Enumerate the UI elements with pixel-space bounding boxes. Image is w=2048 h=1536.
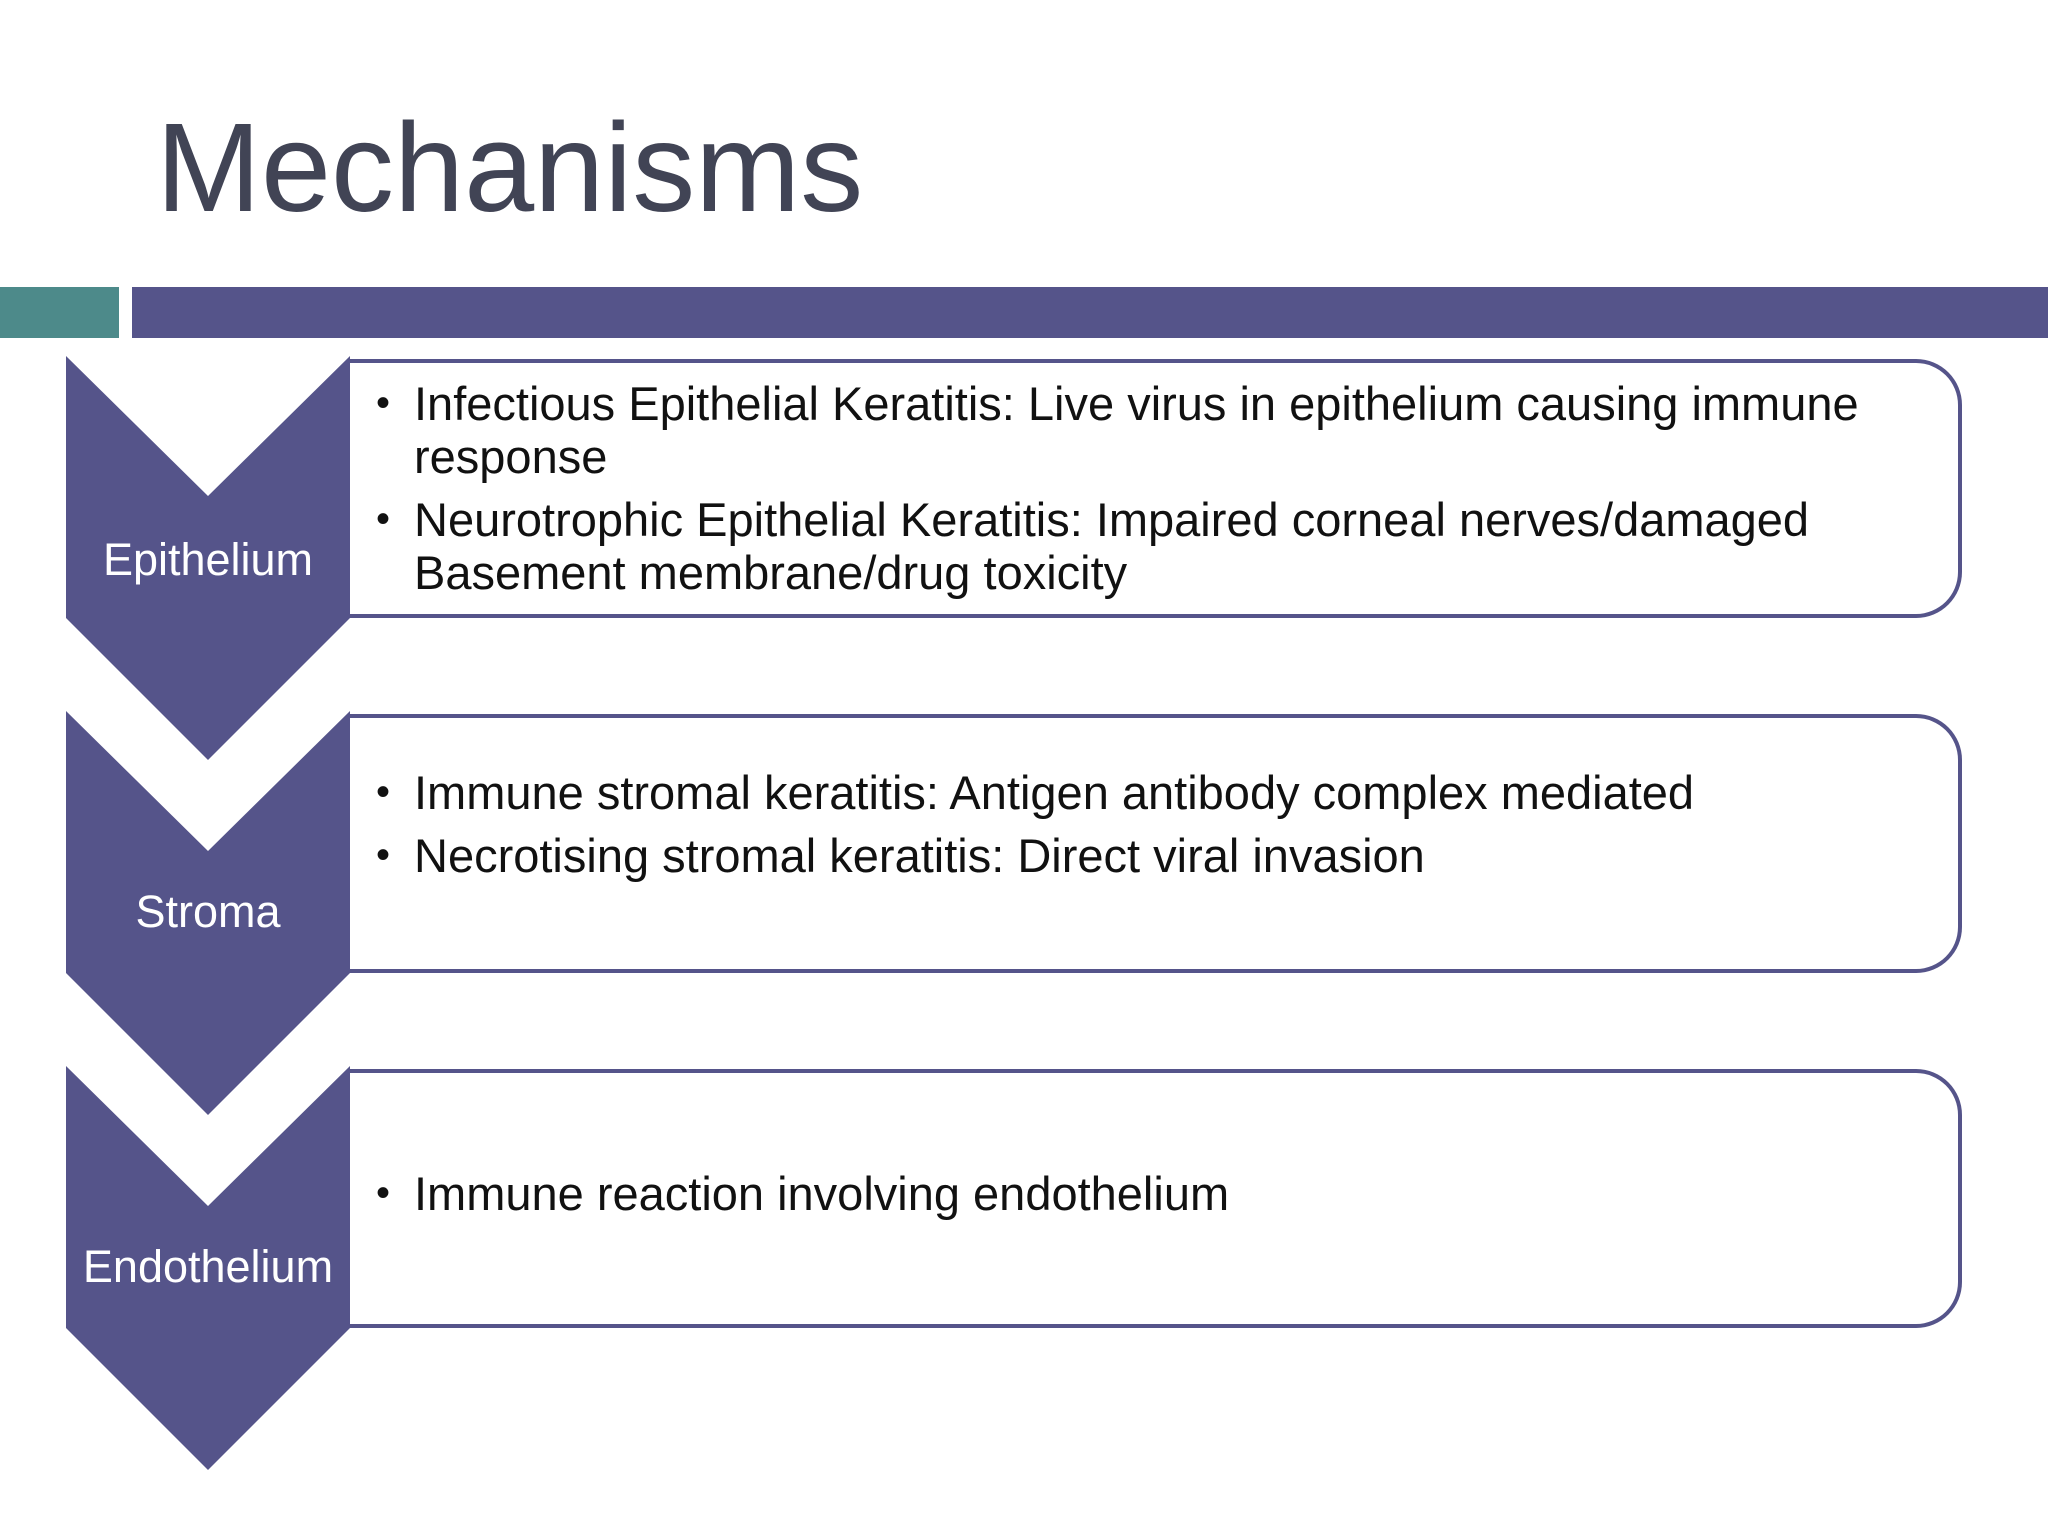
bullet-text: Neurotrophic Epithelial Keratitis: Impaired corneal nerves/damaged Basement membrane/drug toxicity — [414, 493, 1810, 599]
bullet-item — [376, 829, 1958, 882]
bullet-icon: • — [376, 1171, 391, 1215]
level-label: Stroma — [135, 886, 281, 937]
bullet-icon: • — [376, 832, 391, 877]
description-box-endothelium — [350, 1069, 1962, 1328]
level-label: Epithelium — [102, 534, 314, 585]
chevron-endothelium — [66, 1066, 350, 1470]
bullet-icon: • — [376, 497, 391, 541]
bullet-text: Infectious Epithelial Keratitis: Live virus in epithelium causing immune response — [414, 377, 1859, 483]
description-box-stroma — [350, 714, 1962, 973]
bullet-item — [376, 377, 1958, 483]
bullet-item — [376, 766, 1958, 819]
accent-bar-main — [132, 287, 2048, 338]
chevron-stroma — [66, 711, 350, 1115]
bullet-text: Immune stromal keratitis: Antigen antibody complex mediated — [414, 765, 1695, 819]
accent-bar-teal — [0, 287, 119, 338]
bullet-list — [350, 766, 1958, 882]
slide-title: Mechanisms — [156, 97, 864, 238]
description-box-epithelium — [350, 359, 1962, 618]
chevron-epithelium — [66, 356, 350, 760]
bullet-icon: • — [376, 769, 391, 814]
level-label: Endothelium — [82, 1241, 334, 1292]
bullet-icon: • — [376, 381, 391, 425]
bullet-item — [376, 493, 1958, 599]
bullet-list — [350, 1167, 1958, 1220]
bullet-list — [350, 377, 1958, 599]
bullet-item — [376, 1167, 1958, 1220]
bullet-text: Necrotising stromal keratitis: Direct viral invasion — [414, 828, 1425, 882]
bullet-text: Immune reaction involving endothelium — [414, 1167, 1230, 1220]
